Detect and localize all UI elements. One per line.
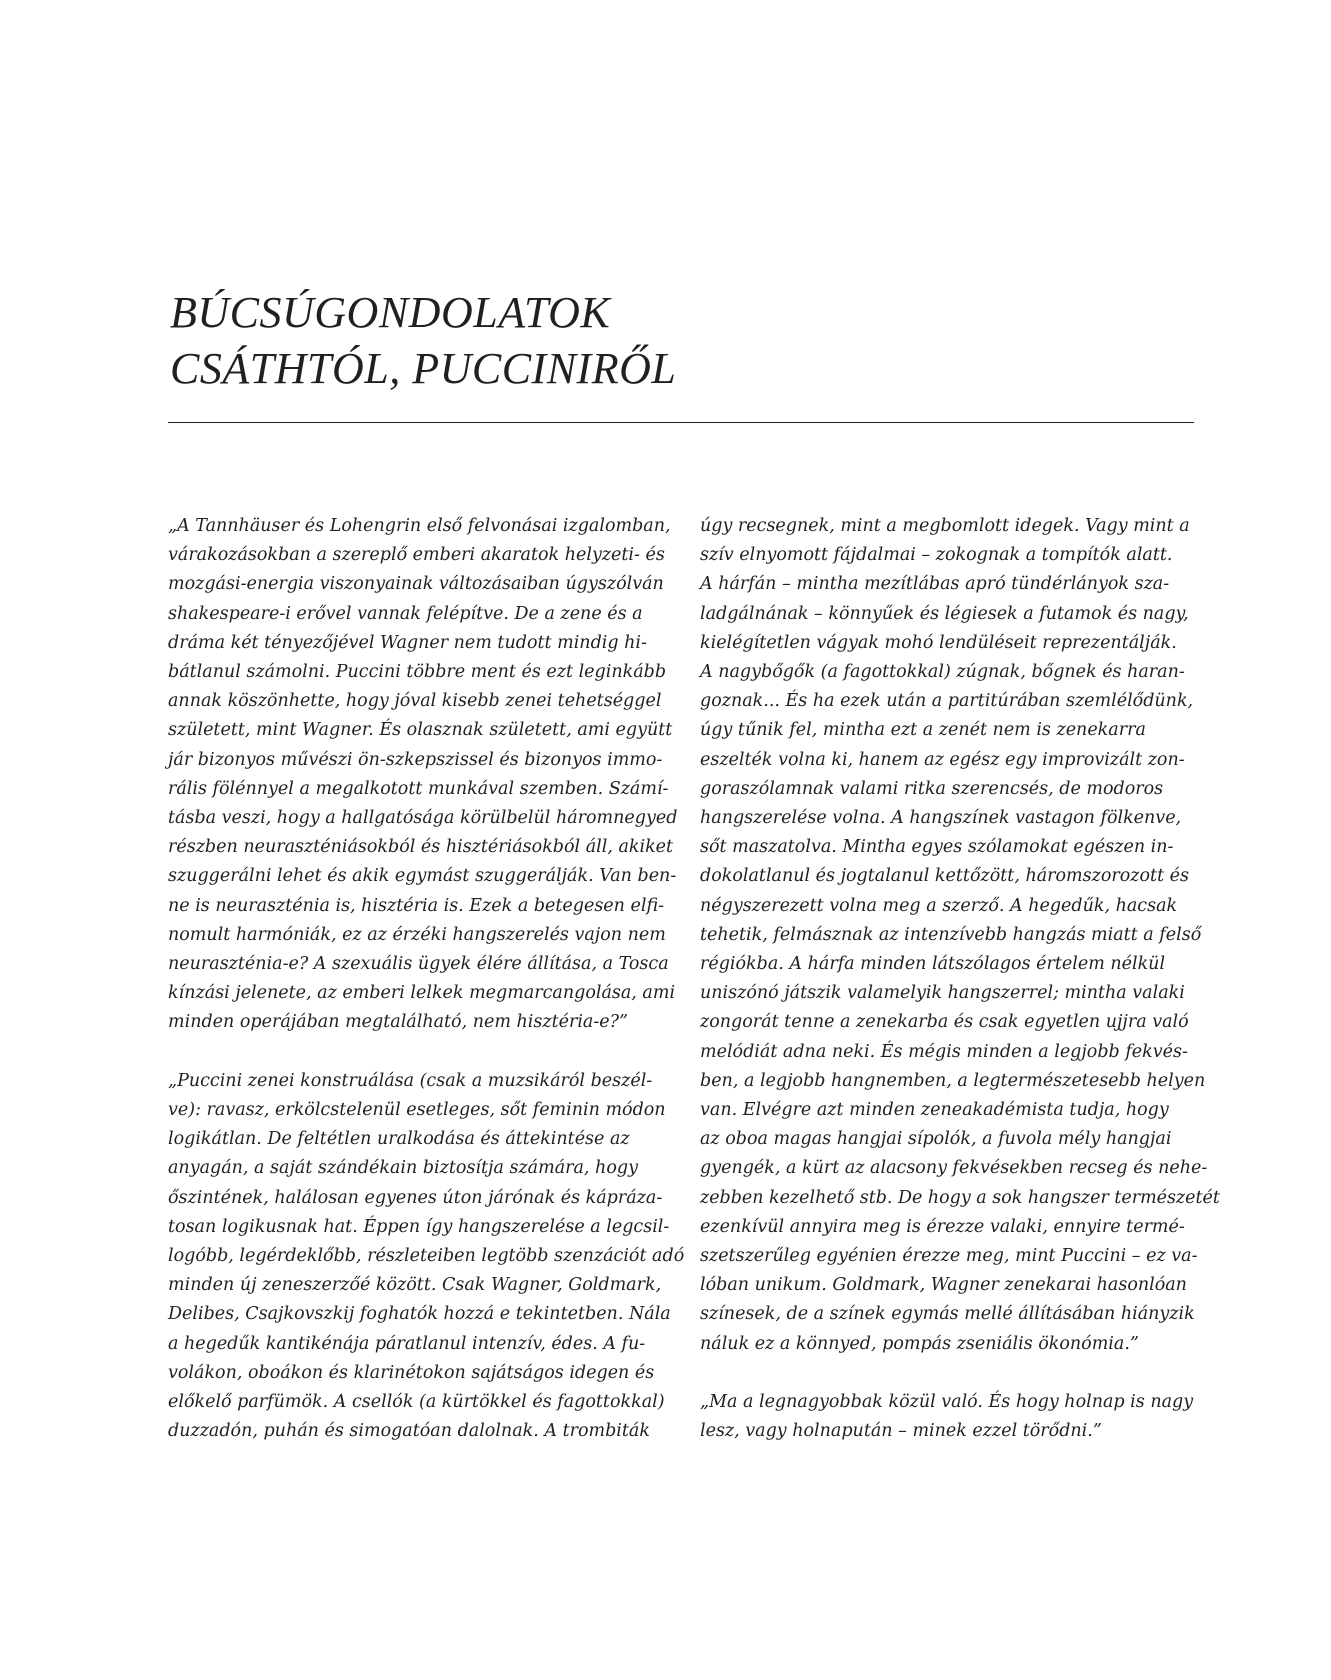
text-line: lesz, vagy holnapután – minek ezzel törődni.” — [700, 1421, 1102, 1442]
text-line: sőt maszatolva. Mintha egyes szólamokat egészen in- — [700, 837, 1174, 858]
text-line: őszintének, halálosan egyenes úton járónak és kápráza- — [168, 1187, 663, 1208]
left-column — [168, 512, 688, 1446]
text-line: úgy tűnik fel, mintha ezt a zenét nem is zenekarra — [700, 720, 1146, 741]
text-line: ve): ravasz, erkölcstelenül esetleges, sőt feminin módon — [168, 1100, 666, 1121]
text-line: ben, a legjobb hangnemben, a legtermészetesebb helyen — [700, 1070, 1206, 1091]
title-line-2: CSÁTHTÓL, PUCCINIRŐL — [170, 344, 677, 393]
text-line: náluk ez a könnyed, pompás zseniális ökonómia.” — [700, 1333, 1139, 1354]
text-line: gyengék, a kürt az alacsony fekvésekben recseg és nehe- — [700, 1158, 1208, 1179]
text-line: goraszólamnak valami ritka szerencsés, de modoros — [700, 778, 1164, 799]
text-line: a hegedűk kantikénája páratlanul intenzív, édes. A fu- — [168, 1333, 646, 1354]
text-line: úgy recsegnek, mint a megbomlott idegek. Vagy mint a — [700, 516, 1190, 536]
text-line: neuraszténia-e? A szexuális ügyek élére állítása, a Tosca — [168, 954, 669, 975]
text-line: jár bizonyos művészi ön-szkepszissel és bizonyos immo- — [168, 749, 663, 770]
text-line: szetszerűleg egyénien érezze meg, mint Puccini – ez va- — [700, 1246, 1198, 1267]
text-line: A nagybőgők (a fagottokkal) zúgnak, bőgnek és haran- — [700, 662, 1185, 683]
text-line: eszelték volna ki, hanem az egész egy improvizált zon- — [700, 749, 1185, 770]
title-line-1: BÚCSÚGONDOLATOK — [170, 288, 611, 337]
text-line: logóbb, legérdeklőbb, részleteiben legtöbb szenzációt adó — [168, 1246, 685, 1267]
text-line: rális fölénnyel a megalkotott munkával szemben. Számí- — [168, 778, 669, 799]
text-line: shakespeare-i erővel vannak felépítve. De a zene és a — [168, 603, 643, 624]
title-divider — [168, 422, 1194, 423]
text-line: előkelő parfümök. A csellók (a kürtökkel és fagottokkal) — [168, 1392, 665, 1413]
text-line: zebben kezelhető stb. De hogy a sok hangszer természetét — [700, 1187, 1220, 1208]
text-line: nomult harmóniák, ez az érzéki hangszerelés vajon nem — [168, 924, 666, 945]
text-line: Delibes, Csajkovszkij foghatók hozzá e tekintetben. Nála — [168, 1304, 671, 1325]
text-line: kínzási jelenete, az emberi lelkek megmarcangolása, ami — [168, 983, 676, 1004]
text-line: logikátlan. De feltétlen uralkodása és áttekintése az — [168, 1129, 630, 1150]
text-line: zongorát tenne a zenekarba és csak egyetlen ujjra való — [700, 1012, 1189, 1033]
text-line: régiókba. A hárfa minden látszólagos értelem nélkül — [700, 954, 1166, 975]
text-line: uniszónó játszik valamelyik hangszerrel; mintha valaki — [700, 983, 1185, 1004]
right-paragraph-2 — [700, 1388, 1220, 1446]
text-line: bátlanul számolni. Puccini többre ment és ezt leginkább — [168, 662, 667, 683]
text-line: négyszerezett volna meg a szerző. A hegedűk, hacsak — [700, 895, 1178, 916]
text-line: melódiát adna neki. És mégis minden a legjobb fekvés- — [700, 1041, 1188, 1062]
text-line: minden operájában megtalálható, nem hisztéria-e?” — [168, 1012, 628, 1033]
text-line: szív elnyomott fájdalmai – zokognak a tompítók alatt. — [700, 545, 1173, 566]
text-line: ladgálnának – könnyűek és légiesek a futamok és nagy, — [700, 603, 1189, 624]
text-line: dráma két tényezőjével Wagner nem tudott mindig hi- — [168, 632, 647, 653]
text-line: tosan logikusnak hat. Éppen így hangszerelése a legcsil- — [168, 1216, 670, 1237]
text-line: volákon, oboákon és klarinétokon sajátságos idegen és — [168, 1362, 655, 1383]
text-line: duzzadón, puhán és simogatóan dalolnak. A trombiták — [168, 1421, 650, 1442]
paragraph-gap — [168, 1038, 688, 1067]
text-line: „A Tannhäuser és Lohengrin első felvonásai izgalomban, — [168, 516, 671, 536]
text-line: kielégítetlen vágyak mohó lendüléseit reprezentálják. — [700, 632, 1177, 653]
text-line: A hárfán – mintha mezítlábas apró tündérlányok sza- — [700, 574, 1170, 595]
text-line: részben neuraszténiásokból és hisztériásokból áll, akiket — [168, 837, 674, 858]
text-line: színesek, de a színek egymás mellé állításában hiányzik — [700, 1304, 1195, 1325]
text-line: goznak... És ha ezek után a partitúrában szemlélődünk, — [700, 691, 1194, 712]
left-paragraph-1 — [168, 512, 688, 1038]
text-line: tehetik, felmásznak az intenzívebb hangzás miatt a felső — [700, 924, 1202, 945]
left-paragraph-2 — [168, 1067, 688, 1447]
text-line: lóban unikum. Goldmark, Wagner zenekarai hasonlóan — [700, 1275, 1187, 1296]
text-line: tásba veszi, hogy a hallgatósága körülbelül háromnegyed — [168, 808, 678, 829]
text-line: van. Elvégre azt minden zeneakadémista tudja, hogy — [700, 1100, 1169, 1121]
right-column — [700, 512, 1220, 1446]
text-line: az oboa magas hangjai sípolók, a fuvola mély hangjai — [700, 1129, 1172, 1150]
text-line: anyagán, a saját szándékain biztosítja számára, hogy — [168, 1158, 638, 1179]
page-title — [170, 285, 676, 397]
text-line: ezenkívül annyira meg is érezze valaki, ennyire termé- — [700, 1216, 1185, 1237]
text-line: hangszerelése volna. A hangszínek vastagon fölkenve, — [700, 808, 1182, 829]
text-line: „Ma a legnagyobbak közül való. És hogy holnap is nagy — [700, 1392, 1194, 1413]
right-paragraph-1 — [700, 512, 1220, 1359]
text-line: annak köszönhette, hogy jóval kisebb zenei tehetséggel — [168, 691, 662, 712]
paragraph-gap — [700, 1359, 1220, 1388]
text-line: „Puccini zenei konstruálása (csak a muzsikáról beszél- — [168, 1070, 653, 1091]
text-line: szuggerálni lehet és akik egymást szuggerálják. Van ben- — [168, 866, 677, 887]
text-line: dokolatlanul és jogtalanul kettőzött, háromszorozott és — [700, 866, 1190, 887]
text-line: ne is neuraszténia is, hisztéria is. Ezek a betegesen elfi- — [168, 895, 665, 916]
text-line: minden új zeneszerzőé között. Csak Wagner, Goldmark, — [168, 1275, 662, 1296]
text-line: született, mint Wagner. És olasznak született, ami együtt — [168, 720, 673, 741]
text-line: várakozásokban a szereplő emberi akaratok helyzeti- és — [168, 545, 665, 566]
text-line: mozgási-energia viszonyainak változásaiban úgyszólván — [168, 574, 664, 595]
